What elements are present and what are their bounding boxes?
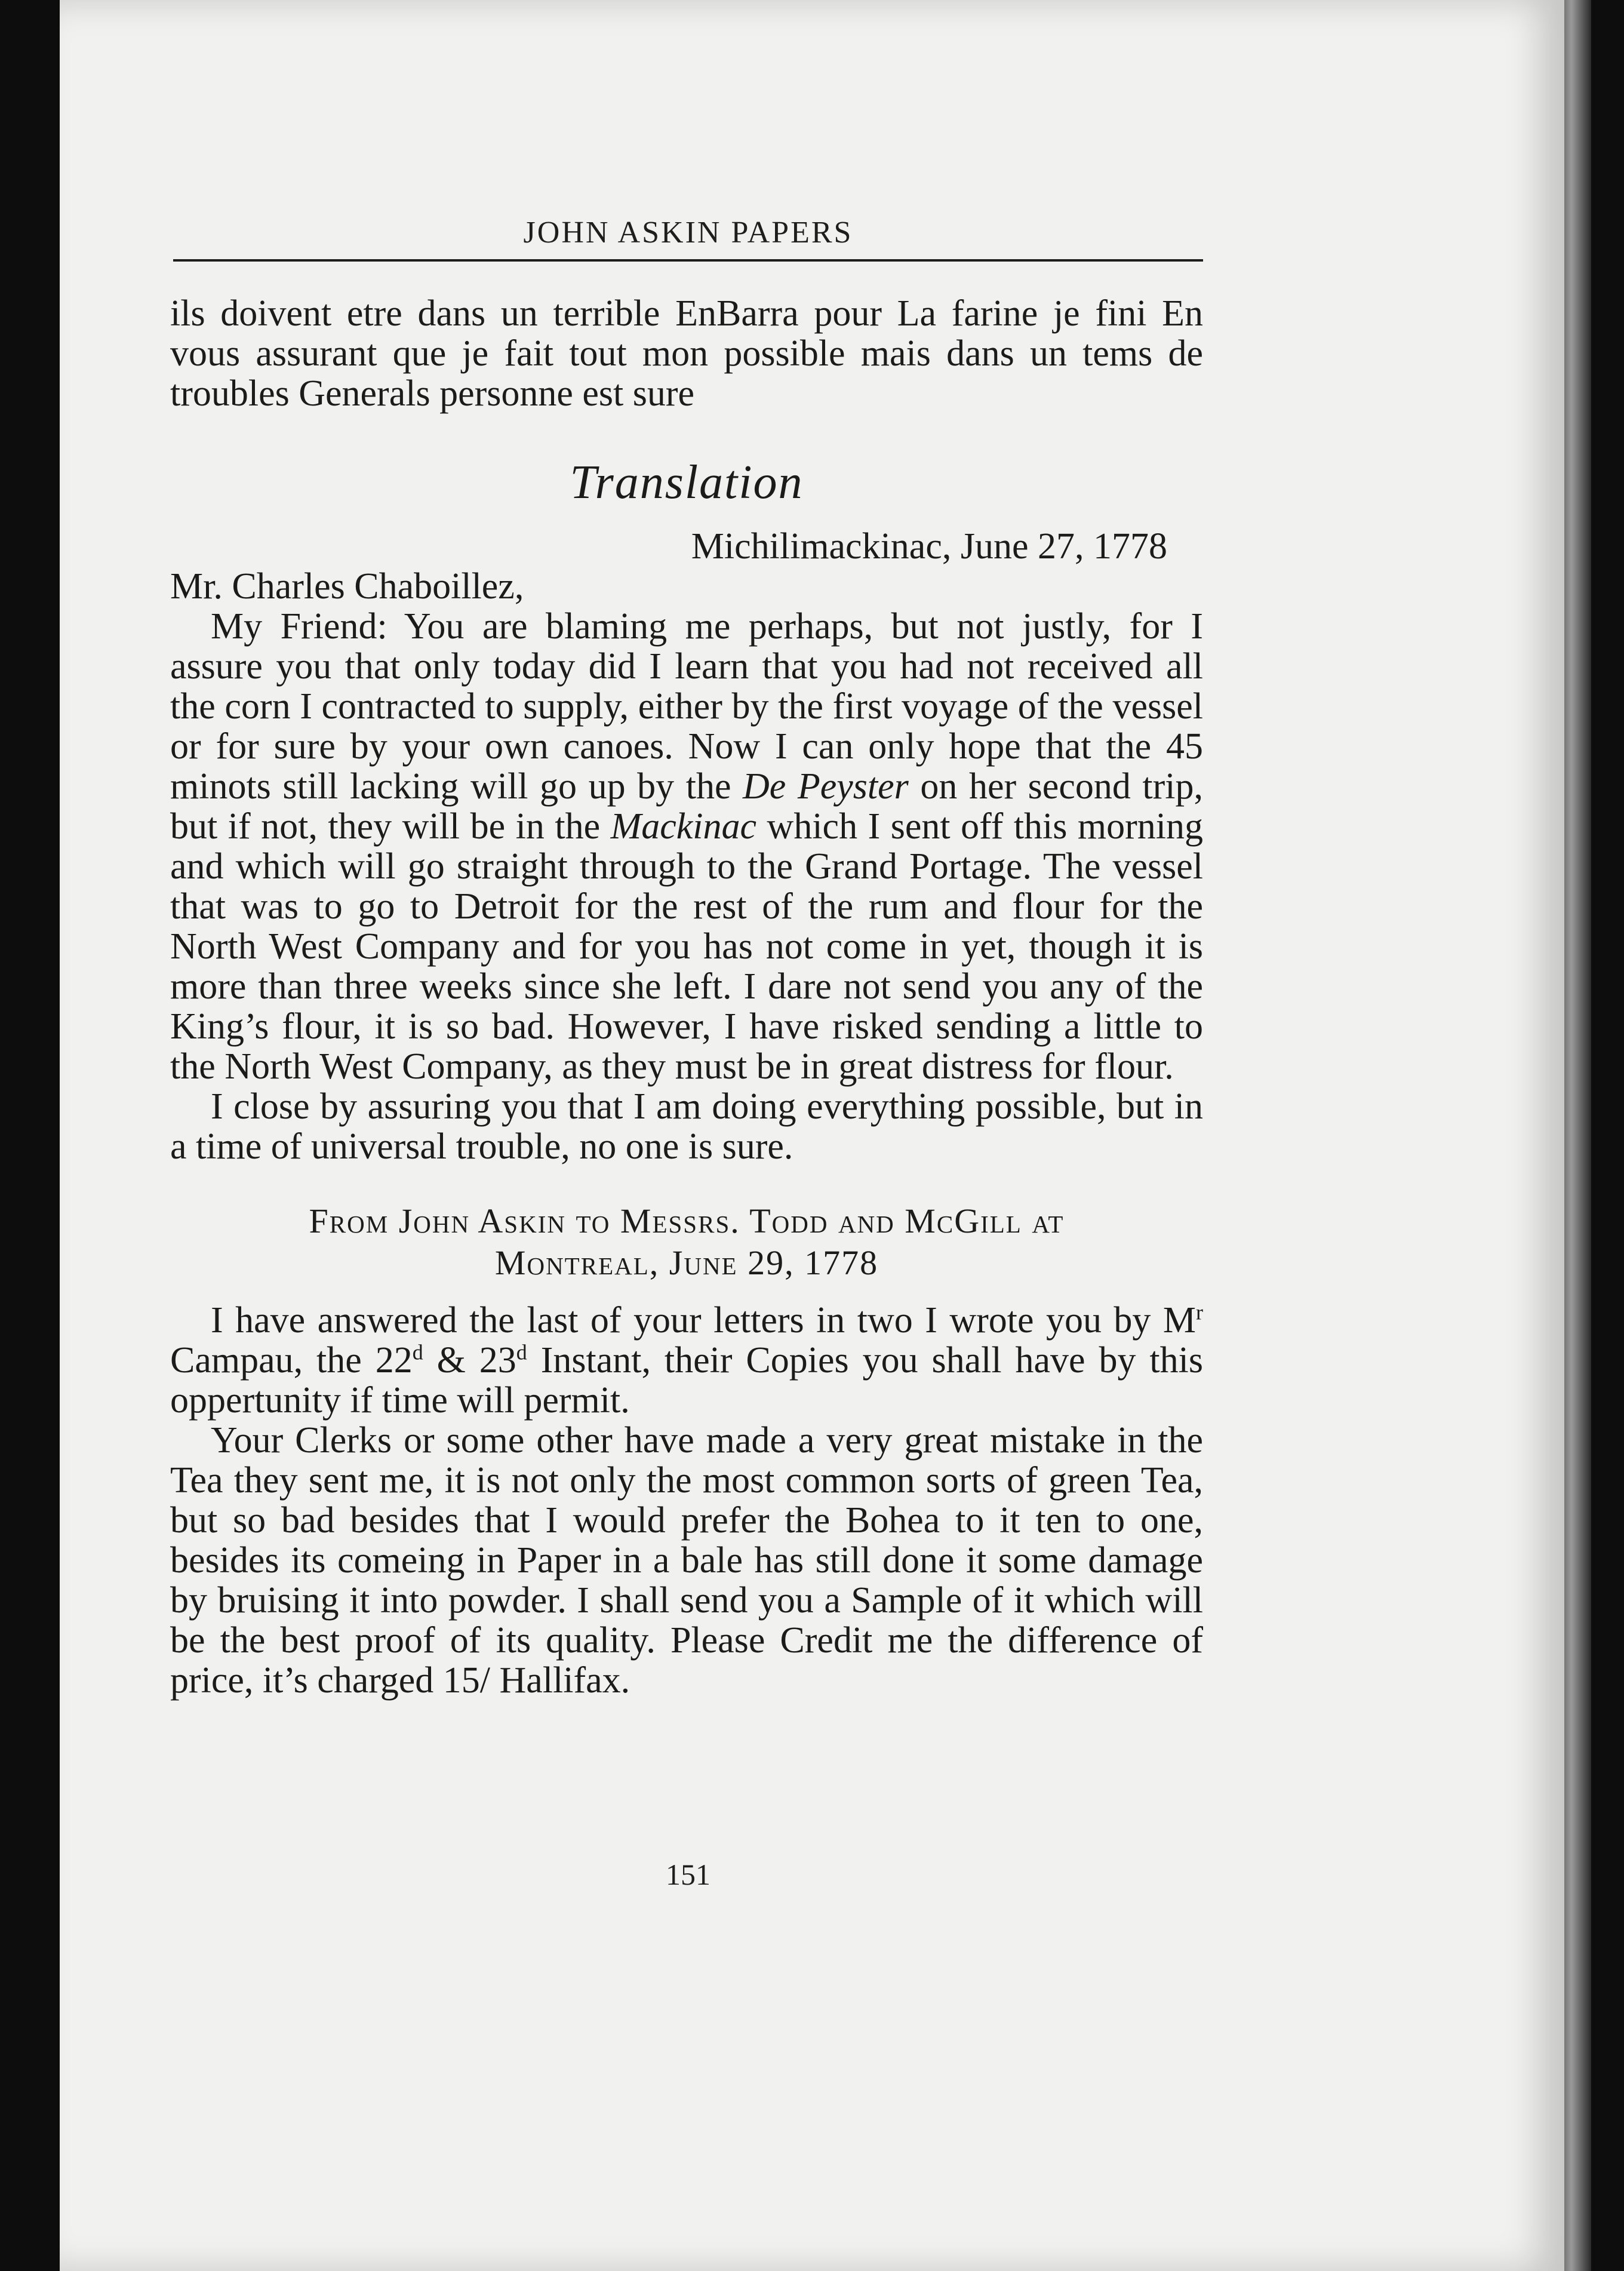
translation-salutation: Mr. Charles Chaboillez, xyxy=(170,566,524,607)
page-number: 151 xyxy=(666,1858,710,1891)
ship-name-de-peyster: De Peyster xyxy=(743,766,909,807)
superscript: d xyxy=(412,1340,423,1365)
translation-text: My Friend: You are blaming me perhaps, but not justly, for I assure you that only today did I learn that you had not received all the corn I contracted to supply, either by the first voyage of the vessel or for sure by your own canoes. Now I can only hope that the 45 minots still lacking will go up by the xyxy=(170,606,1203,807)
translation-text: which I sent off this morning and which will go straight through to the Grand Portage. The vessel that was to go to Detroit for the rest of the rum and flour for the North West Company and for you has not come in yet, though it is more than three weeks since she left. I dare not send you any of the King’s flour, it is so bad. However, I have risked sending a little to the North West Company, as they must be in great distress for flour. xyxy=(170,806,1204,1087)
letter-heading-line-2: Montreal, June 29, 1778 xyxy=(494,1243,879,1282)
translation-heading: Translation xyxy=(570,456,804,509)
letter-paragraph-2: Your Clerks or some other have made a very great mistake in the Tea they sent me, it is not only the most common sorts of green Tea, but so bad besides that I would prefer the Bohea to it ten to one, besides its comeing in Paper in a bale has still done it some damage by bruising it into powder. I shall send you a Sample of it which will be the best proof of its quality. Please Credit me the difference of price, it’s charged 15/ Hallifax. xyxy=(170,1420,1203,1701)
translation-paragraph-1 xyxy=(170,607,1203,1087)
letter-heading xyxy=(170,1200,1203,1284)
translation-text: on her second trip, but if not, they will be in the xyxy=(170,766,1203,847)
translation-dateline: Michilimackinac, June 27, 1778 xyxy=(691,526,1167,567)
superscript: d xyxy=(516,1340,527,1365)
letter-text: Instant, their Copies you shall have by this oppertunity if time will permit. xyxy=(170,1340,1203,1421)
letter-paragraph-1 xyxy=(170,1301,1203,1421)
letter-heading-line-1: From John Askin to Messrs. Todd and McGill at xyxy=(309,1201,1065,1240)
letter-text: I have answered the last of your letters in two I wrote you by M xyxy=(211,1300,1196,1341)
header-rule xyxy=(173,259,1203,262)
ship-name-mackinac: Mackinac xyxy=(610,806,757,847)
letter-text: Campau, the 22 xyxy=(170,1340,413,1381)
running-head: JOHN ASKIN PAPERS xyxy=(523,216,853,250)
translation-paragraph-2: I close by assuring you that I am doing everything possible, but in a time of universal trouble, no one is sure. xyxy=(170,1086,1203,1167)
letter-text: & 23 xyxy=(423,1340,516,1381)
superscript: r xyxy=(1196,1300,1203,1325)
french-original-text: ils doivent etre dans un terrible EnBarra pour La farine je fini En vous assurant que je fait tout mon possible mais dans un tems de troubles Generals personne est sure xyxy=(170,293,1203,414)
page-body xyxy=(170,294,1203,1701)
